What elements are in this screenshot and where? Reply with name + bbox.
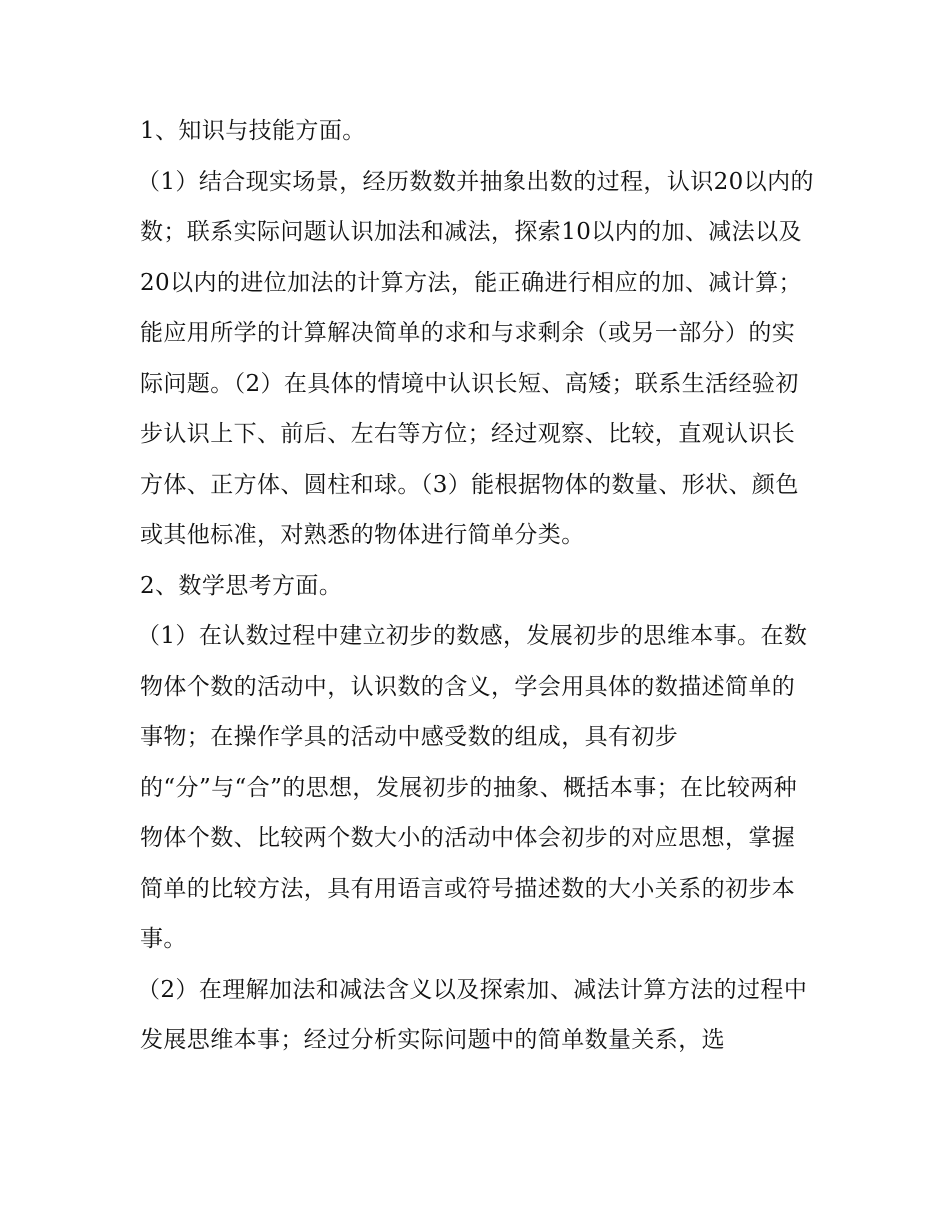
section-heading-math-thinking: 2、数学思考方面。: [140, 572, 343, 599]
paragraph-math-thinking-1: （1）在认数过程中建立初步的数感，发展初步的思维本事。在数物体个数的活动中，认识数的含义，学会用具体的数描述简单的事物；在操作学具的活动中感受数的组成，具有初步的“分”与“合”的思想，发展初步的抽象、概括本事；在比较两种物体个数、比较两个数大小的活动中体会初步的对应思想，掌握简单的比较方法，具有用语言或符号描述数的大小关系的初步本事。: [137, 623, 808, 952]
document-body: [137, 106, 816, 1066]
paragraph-math-thinking-2: （2）在理解加法和减法含义以及探索加、减法计算方法的过程中发展思维本事；经过分析实际问题中的简单数量关系，选: [137, 976, 808, 1053]
paragraph-knowledge-skills: （1）结合现实场景，经历数数并抽象出数的过程，认识20以内的数；联系实际问题认识加法和减法，探索10以内的加、减法以及20以内的进位加法的计算方法，能正确进行相应的加、减计算；能应用所学的计算解决简单的求和与求剩余（或另一部分）的实际问题。（2）在具体的情境中认识长短、高矮；联系生活经验初步认识上下、前后、左右等方位；经过观察、比较，直观认识长方体、正方体、圆柱和球。（3）能根据物体的数量、形状、颜色或其他标准，对熟悉的物体进行简单分类。: [137, 168, 814, 548]
section-heading-knowledge-skills: 1、知识与技能方面。: [140, 118, 366, 144]
